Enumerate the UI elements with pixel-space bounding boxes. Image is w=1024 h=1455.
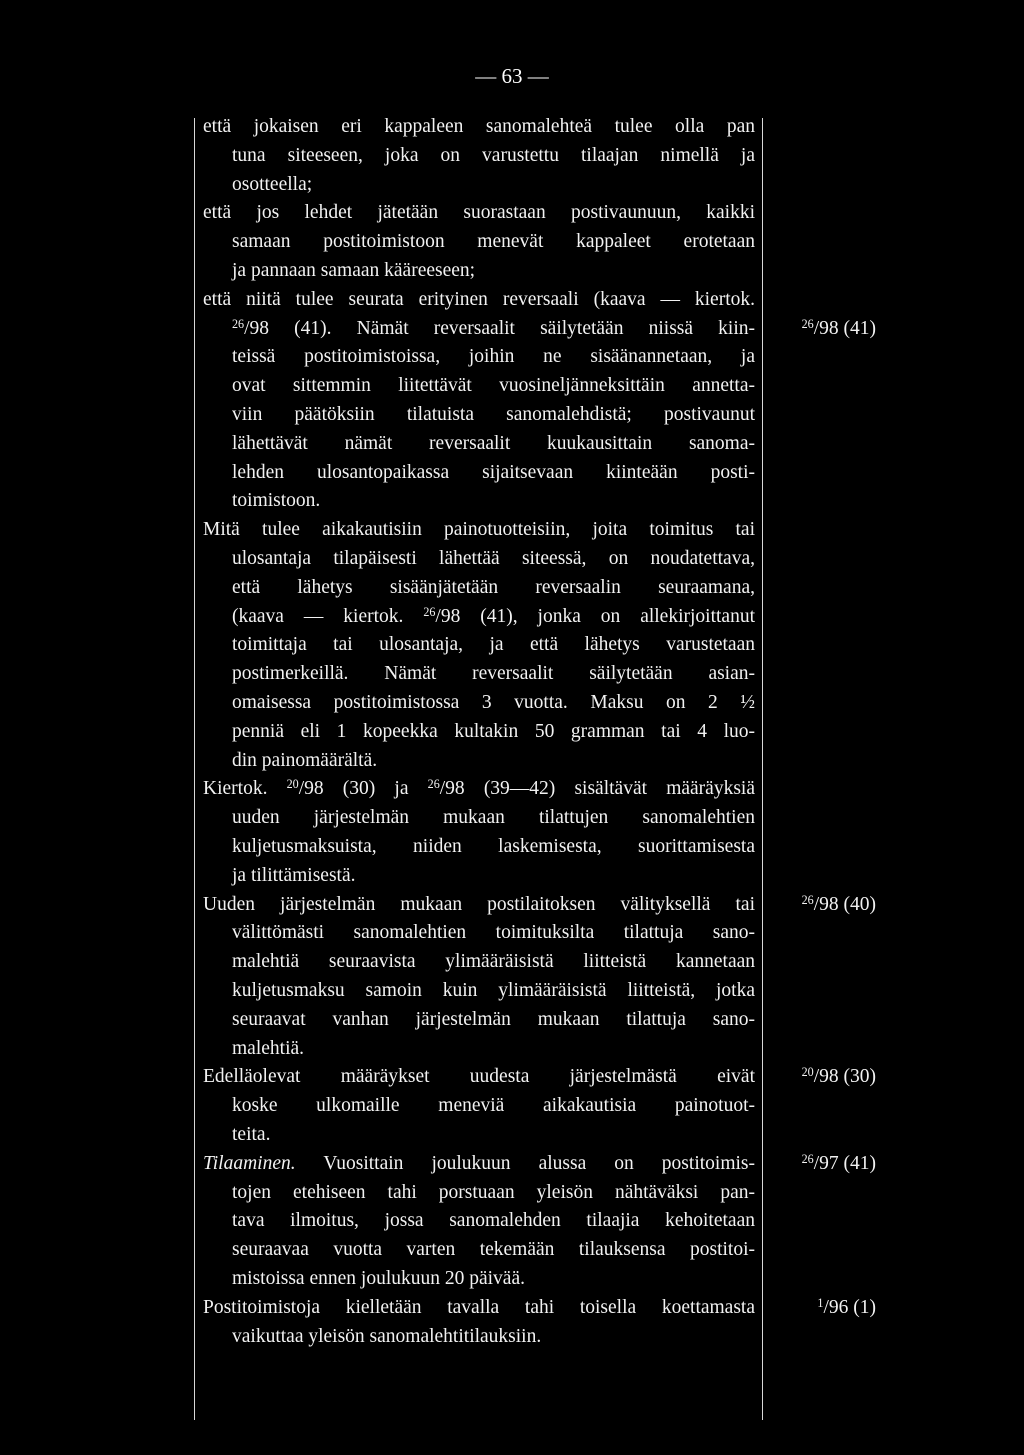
text-line: din painomäärältä. (232, 749, 378, 771)
margin-note: $^{20}$/98 (30) (801, 1065, 876, 1088)
text-line: välittömästi sanomalehtien toimituksilta tilattuja sano- (232, 922, 755, 944)
text-line: (kaava — kiertok. $^{26}$/98 (41), jonka on allekirjoittanut (232, 604, 755, 627)
text-line: seuraavaa vuotta varten tekemään tilauksensa postitoi- (232, 1239, 755, 1261)
text-line: viin päätöksiin tilatuista sanomalehdistä; postivaunut (232, 404, 755, 425)
margin-note: $^{26}$/98 (40) (801, 892, 876, 915)
text-line: toimittaja tai ulosantaja, ja että lähetys varustetaan (232, 634, 755, 656)
text-line: koske ulkomaille meneviä aikakautisia painotuot- (232, 1095, 755, 1117)
text-line: postimerkeillä. Nämät reversaalit säilytetään asian- (232, 663, 755, 685)
margin-note: $^{26}$/98 (41) (801, 316, 876, 339)
text-line: uuden järjestelmän mukaan tilattujen sanomalehtien (232, 807, 755, 829)
text-line: $^{26}$/98 (41). Nämät reversaalit säilytetään niissä kiin- (232, 316, 755, 339)
text-line: että jos lehdet jätetään suorastaan postivaunuun, kaikki (203, 202, 755, 224)
text-line: osotteella; (232, 173, 313, 195)
text-line: kuljetusmaksuista, niiden laskemisesta, suorittamisesta (232, 836, 755, 857)
text-line: ja tilittämisestä. (232, 864, 356, 886)
text-line: Postitoimistoja kielletään tavalla tahi toisella koettamasta (203, 1296, 755, 1318)
text-line: Mitä tulee aikakautisiin painotuotteisiin, joita toimitus tai (203, 519, 755, 541)
text-line: malehtiä seuraavista ylimääräisistä liitteistä kannetaan (232, 951, 755, 973)
text-line: vaikuttaa yleisön sanomalehtitilauksiin. (232, 1325, 542, 1347)
text-line: Kiertok. $^{20}$/98 (30) ja $^{26}$/98 (39—42) sisältävät määräyksiä (203, 777, 755, 800)
text-line: Uuden järjestelmän mukaan postilaitoksen välityksellä tai (203, 893, 755, 915)
margin-note: $^1$/96 (1) (817, 1296, 876, 1318)
text-line: Edelläolevat määräykset uudesta järjestelmästä eivät (203, 1066, 755, 1088)
text-line: ja pannaan samaan kääreeseen; (232, 260, 476, 281)
text-line: Tilaaminen. Vuosittain joulukuun alussa on postitoimis- (203, 1152, 755, 1174)
page-number: — 63 — (475, 64, 549, 88)
text-line: malehtiä. (232, 1037, 305, 1059)
text-line: kuljetusmaksu samoin kuin ylimääräisistä liitteistä, jotka (232, 980, 755, 1001)
text-line: lähettävät nämät reversaalit kuukausittain sanoma- (232, 432, 755, 454)
text-line: että jokaisen eri kappaleen sanomalehteä tulee olla pan (203, 116, 755, 137)
text-line: että niitä tulee seurata erityinen reversaali (kaava — kiertok. (203, 288, 755, 310)
right-column-rule (762, 118, 763, 1420)
text-line: omaisessa postitoimistossa 3 vuotta. Maksu on 2 ½ (232, 692, 755, 713)
text-line: ulosantaja tilapäisesti lähettää siteessä, on noudatettava, (232, 548, 755, 569)
text-line: ovat sittemmin liitettävät vuosineljänneksittäin annetta- (232, 375, 755, 397)
text-line: toimistoon. (232, 490, 321, 512)
text-line: penniä eli 1 kopeekka kultakin 50 gramman tai 4 luo- (232, 720, 755, 742)
text-line: teissä postitoimistoissa, joihin ne sisäänannetaan, ja (232, 346, 755, 368)
text-line: tuna siteeseen, joka on varustettu tilaajan nimellä ja (232, 144, 755, 166)
text-line: teita. (232, 1124, 271, 1145)
left-column-rule (194, 118, 195, 1420)
text-line: seuraavat vanhan järjestelmän mukaan tilattuja sano- (232, 1008, 755, 1030)
text-line: tava ilmoitus, jossa sanomalehden tilaajia kehoitetaan (232, 1210, 755, 1232)
margin-note: $^{26}$/97 (41) (801, 1152, 876, 1174)
text-line: että lähetys sisäänjätetään reversaalin seuraamana, (232, 576, 755, 598)
text-line: lehden ulosantopaikassa sijaitsevaan kiinteään posti- (232, 461, 755, 483)
text-line: mistoissa ennen joulukuun 20 päivää. (232, 1268, 525, 1289)
text-line: samaan postitoimistoon menevät kappaleet erotetaan (232, 231, 755, 253)
text-line: tojen etehiseen tahi porstuaan yleisön nähtäväksi pan- (232, 1181, 755, 1203)
